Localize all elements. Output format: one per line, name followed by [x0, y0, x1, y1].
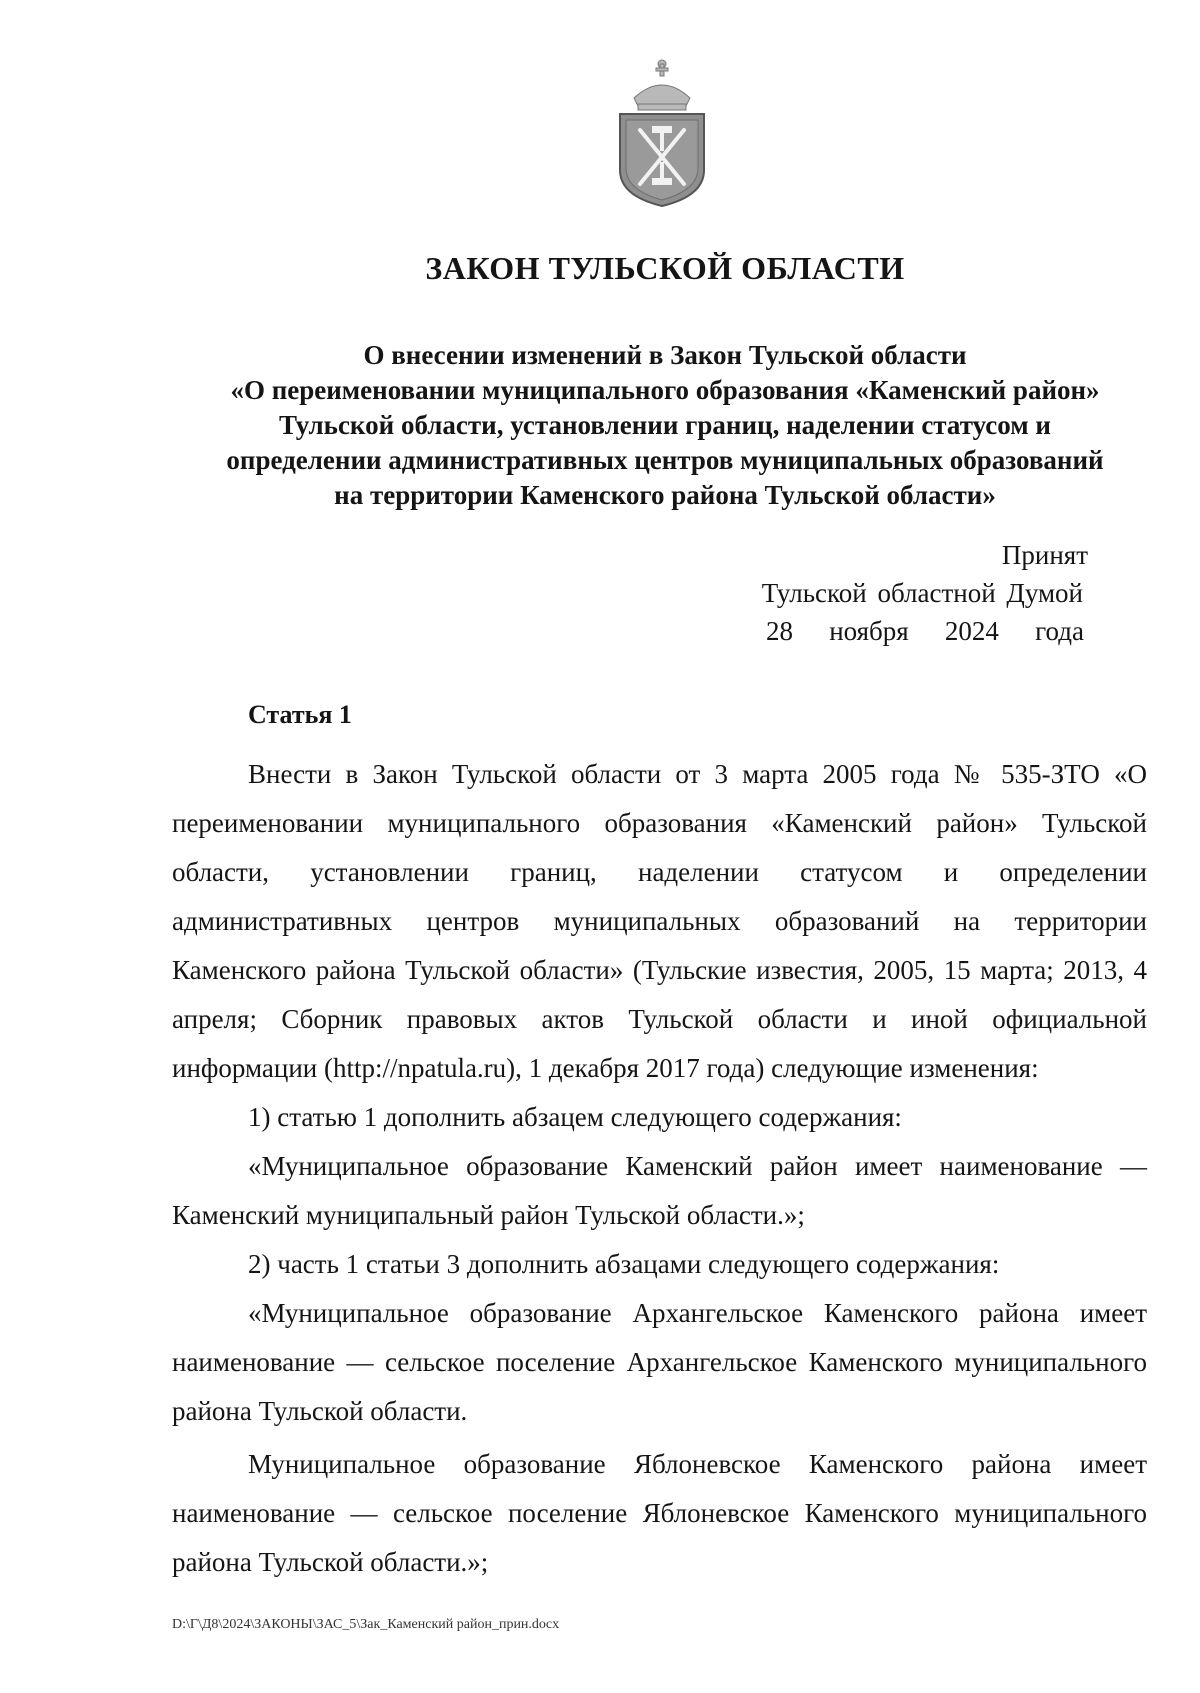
- document-title: ЗАКОН ТУЛЬСКОЙ ОБЛАСТИ: [425, 250, 905, 286]
- subtitle-line: Тульской области, установлении границ, наделении статусом и: [279, 410, 1051, 440]
- subtitle-line: О внесении изменений в Закон Тульской области: [363, 340, 967, 370]
- subtitle-line: определении административных центров муниципальных образований: [226, 445, 1104, 475]
- article-paragraph: Муниципальное образование Яблоневское Каменского района имеет наименование — сельское поселение Яблоневское Каменского муниципального района Тульской области.»;: [172, 1449, 1147, 1577]
- article-paragraph: 2) часть 1 статьи 3 дополнить абзацами следующего содержания:: [248, 1249, 1000, 1279]
- document-subtitle: [150, 338, 1180, 513]
- adoption-year-word: года: [1035, 616, 1084, 646]
- adoption-month: ноября: [829, 616, 909, 646]
- coat-of-arms-emblem: [602, 50, 722, 210]
- adoption-day: 28: [766, 616, 793, 646]
- adoption-year: 2024: [944, 616, 999, 646]
- subtitle-line: «О переименовании муниципального образования «Каменский район»: [230, 375, 1100, 405]
- subtitle-line: на территории Каменского района Тульской области»: [334, 480, 996, 510]
- adoption-date: [688, 612, 1088, 650]
- article-paragraph: «Муниципальное образование Архангельское Каменского района имеет наименование — сельское поселение Архангельское Каменского муниципального района Тульской области.: [172, 1298, 1147, 1426]
- article-paragraph: «Муниципальное образование Каменский район имеет наименование — Каменский муниципальный район Тульской области.»;: [172, 1151, 1147, 1230]
- adopted-by: Тульской областной Думой: [761, 578, 1083, 608]
- article-body: [172, 750, 1147, 1587]
- file-path-footer: D:\Г\Д8\2024\ЗАКОНЫ\ЗАС_5\Зак_Каменский район_прин.docx: [172, 1617, 560, 1632]
- article-heading: Статья 1: [248, 700, 352, 729]
- article-paragraph: Внести в Закон Тульской области от 3 марта 2005 года № 535-ЗТО «О переименовании муниципального образования «Каменский район» Тульской области, установлении границ, наделении статусом и определении административных центров муниципальных образований на территории Каменского района Тульской области» (Тульские известия, 2005, 15 марта; 2013, 4 апреля; Сборник правовых актов Тульской области и иной официальной информации (http://npatula.ru), 1 декабря 2017 года) следующие изменения:: [172, 759, 1147, 1083]
- adoption-block: [688, 536, 1088, 650]
- article-paragraph: 1) статью 1 дополнить абзацем следующего содержания:: [248, 1102, 902, 1132]
- adopted-label: Принят: [1001, 540, 1088, 570]
